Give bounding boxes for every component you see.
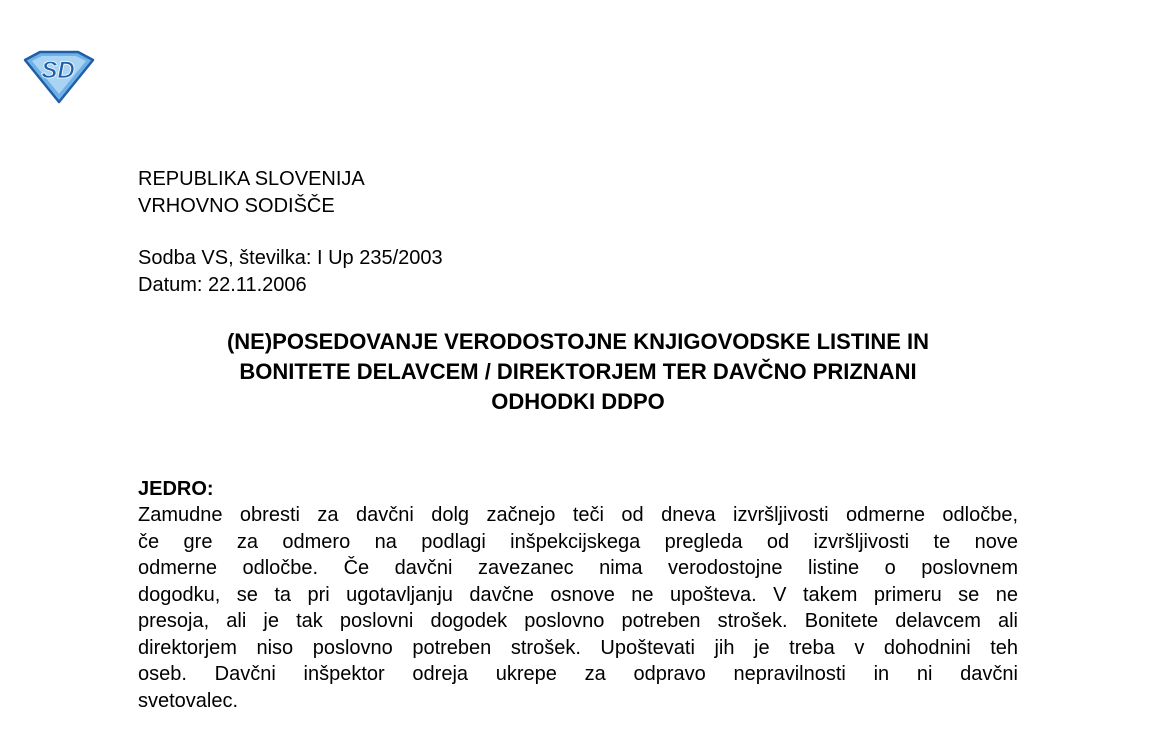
summary-heading: JEDRO:: [138, 478, 214, 500]
case-date: Datum: 22.11.2006: [138, 274, 307, 296]
court-header: [138, 166, 365, 220]
summary-line: če gre za odmero na podlagi inšpekcijskega pregleda od izvršljivosti te nove: [138, 530, 1018, 553]
title-line: ODHODKI DDPO: [491, 389, 665, 414]
summary-line: direktorjem niso poslovno potreben strošek. Upoštevati jih je treba v dohodnini teh: [138, 636, 1018, 659]
sd-logo-icon: [22, 50, 96, 106]
summary-line: oseb. Davčni inšpektor odreja ukrepe za odpravo nepravilnosti in ni davčni: [138, 663, 1018, 685]
case-reference: [138, 245, 443, 299]
title-line: BONITETE DELAVCEM / DIREKTORJEM TER DAVČNO PRIZNANI: [239, 359, 917, 384]
summary-line: svetovalec.: [138, 689, 239, 712]
court-name: VRHOVNO SODIŠČE: [138, 195, 335, 217]
summary-line: dogodku, se ta pri ugotavljanju davčne osnove ne upošteva. V takem primeru se ne: [138, 583, 1018, 606]
document-title: [138, 327, 1018, 417]
summary-line: presoja, ali je tak poslovni dogodek poslovno potreben strošek. Bonitete delavcem ali: [138, 610, 1018, 632]
case-number: Sodba VS, številka: I Up 235/2003: [138, 247, 443, 269]
summary-paragraph: [138, 502, 1018, 714]
country-name: REPUBLIKA SLOVENIJA: [138, 168, 365, 190]
summary-line: odmerne odločbe. Če davčni zavezanec nima verodostojne listine o poslovnem: [138, 557, 1018, 579]
summary-line: Zamudne obresti za davčni dolg začnejo teči od dneva izvršljivosti odmerne odločbe,: [138, 504, 1018, 526]
title-line: (NE)POSEDOVANJE VERODOSTOJNE KNJIGOVODSKE LISTINE IN: [226, 329, 930, 354]
logo-lettering: SD: [41, 57, 75, 84]
